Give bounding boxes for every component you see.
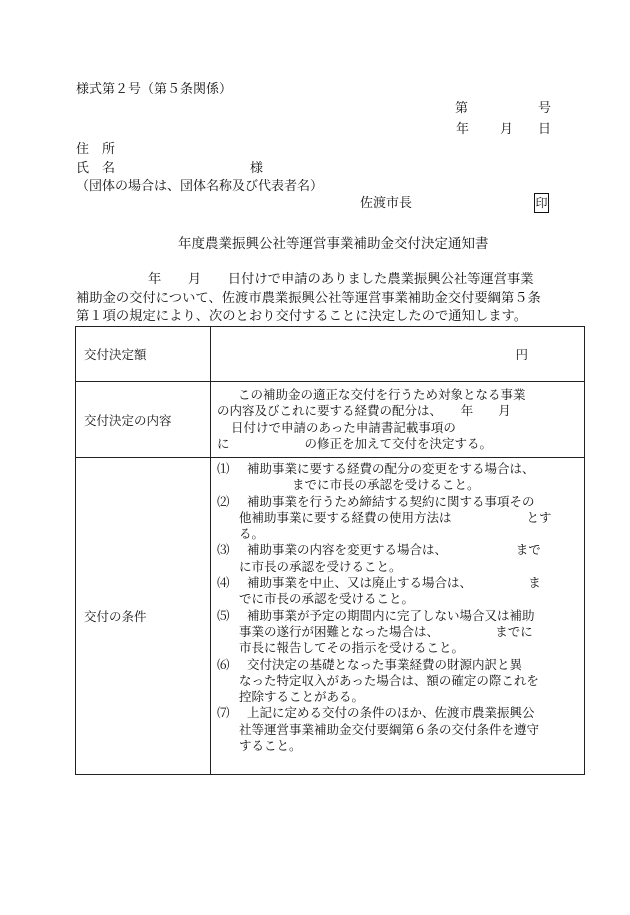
condition-item bbox=[217, 657, 580, 706]
condition-number: ⑹ bbox=[217, 656, 230, 672]
amount-unit: 円 bbox=[515, 347, 528, 362]
condition-line: 控除することがある。 bbox=[239, 689, 365, 705]
body-line: 第１項の規定により、次のとおり交付することに決定したので通知します。 bbox=[76, 309, 528, 324]
condition-line: 補助事業の内容を変更する場合は、 まで bbox=[247, 542, 541, 558]
condition-item bbox=[217, 494, 580, 543]
content-line: 日付けで申請のあった申請書記載事項の bbox=[231, 419, 456, 435]
conditions-row bbox=[76, 458, 585, 775]
condition-line: 上記に定める交付の条件のほか、佐渡市農業振興公 bbox=[247, 705, 535, 721]
amount-row bbox=[76, 327, 585, 382]
condition-line: 補助事業が予定の期間内に完了しない場合又は補助 bbox=[247, 607, 535, 623]
amount-value bbox=[211, 327, 585, 382]
body-line: 補助金の交付について、佐渡市農業振興公社等運営事業補助金交付要綱第５条 bbox=[76, 290, 541, 306]
amount-label: 交付決定額 bbox=[76, 327, 211, 382]
doc-number-suffix: 号 bbox=[538, 101, 552, 116]
name-label: 氏 名 bbox=[76, 161, 116, 176]
decision-table bbox=[75, 326, 585, 775]
content-text bbox=[211, 382, 585, 458]
condition-line: 補助事業に要する経費の配分の変更をする場合は、 bbox=[247, 461, 535, 476]
condition-item bbox=[217, 705, 580, 754]
body-paragraph bbox=[76, 271, 586, 327]
condition-number: ⑴ bbox=[217, 461, 230, 476]
body-line: 年 月 日付けで申請のありました農業振興公社等運営事業 bbox=[148, 272, 534, 287]
condition-line: でに市長の承認を受けること。 bbox=[239, 591, 415, 607]
content-row bbox=[76, 382, 585, 458]
content-label: 交付決定の内容 bbox=[76, 382, 211, 458]
content-line: の内容及びこれに要する経費の配分は、 年 月 bbox=[217, 403, 511, 419]
condition-line: 社等運営事業補助金交付要綱第６条の交付条件を遵守 bbox=[239, 721, 540, 737]
date-month-label: 月 bbox=[500, 122, 514, 137]
conditions-label: 交付の条件 bbox=[76, 458, 211, 775]
condition-line: 市長に報告してその指示を受けること。 bbox=[239, 640, 465, 656]
condition-line: 補助事業を行うため締結する契約に関する事項その bbox=[247, 493, 535, 509]
condition-line: 交付決定の基礎となった事業経費の財源内訳と異 bbox=[247, 656, 523, 672]
condition-item bbox=[217, 608, 580, 657]
condition-number: ⑷ bbox=[217, 575, 230, 591]
date-day-label: 日 bbox=[538, 122, 552, 137]
condition-item bbox=[217, 542, 580, 575]
form-number: 様式第２号（第５条関係） bbox=[76, 82, 233, 97]
condition-number: ⑸ bbox=[217, 607, 230, 623]
condition-line: る。 bbox=[239, 526, 265, 542]
condition-line: 補助事業を中止、又は廃止する場合は、 ま bbox=[247, 575, 541, 591]
condition-line: に市長の承認を受けること。 bbox=[239, 558, 402, 574]
doc-number-prefix: 第 bbox=[455, 101, 469, 116]
condition-line: なった特定収入があった場合は、額の確定の際これを bbox=[239, 672, 539, 688]
date-year-label: 年 bbox=[456, 122, 470, 137]
document-title: 年度農業振興公社等運営事業補助金交付決定通知書 bbox=[178, 236, 489, 252]
address-label: 住 所 bbox=[76, 142, 116, 157]
condition-item bbox=[217, 461, 580, 494]
honorific: 様 bbox=[250, 161, 264, 176]
condition-number: ⑶ bbox=[217, 542, 230, 558]
condition-number: ⑺ bbox=[217, 705, 230, 721]
condition-line: すること。 bbox=[239, 738, 302, 754]
condition-item bbox=[217, 575, 580, 608]
conditions-list bbox=[211, 458, 585, 775]
seal-mark: 印 bbox=[534, 193, 549, 213]
issuer-title: 佐渡市長 bbox=[360, 196, 413, 211]
content-line: この補助金の適正な交付を行うため対象となる事業 bbox=[238, 387, 526, 403]
condition-number: ⑵ bbox=[217, 493, 230, 509]
condition-line: 事業の遂行が困難となった場合は、 までに bbox=[239, 623, 533, 639]
condition-line: 他補助事業に要する経費の使用方法は とす bbox=[239, 509, 552, 525]
organization-note: （団体の場合は、団体名称及び代表者名） bbox=[76, 179, 324, 194]
content-line: に の修正を加えて交付を決定する。 bbox=[217, 435, 493, 451]
condition-line: までに市長の承認を受けること。 bbox=[217, 477, 480, 493]
